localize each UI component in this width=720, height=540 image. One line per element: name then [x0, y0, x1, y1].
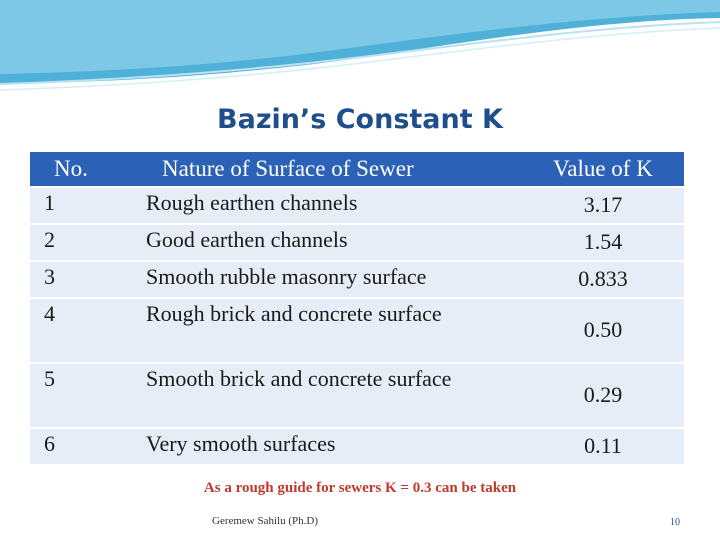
table-row	[30, 427, 684, 464]
table-header-row	[30, 152, 684, 186]
row-nature: Good earthen channels	[134, 223, 522, 260]
row-nature: Rough earthen channels	[134, 186, 522, 223]
table-row	[30, 362, 684, 427]
row-no: 5	[30, 362, 134, 427]
row-value: 1.54	[522, 223, 684, 260]
table-row	[30, 260, 684, 297]
header-no: No.	[30, 152, 134, 186]
header-value: Value of K	[522, 152, 684, 186]
page-number: 10	[670, 517, 680, 528]
row-value: 3.17	[522, 186, 684, 223]
row-nature: Rough brick and concrete surface	[134, 297, 522, 362]
row-nature: Smooth brick and concrete surface	[134, 362, 522, 427]
header-nature: Nature of Surface of Sewer	[134, 152, 522, 186]
row-nature: Very smooth surfaces	[134, 427, 522, 464]
row-no: 3	[30, 260, 134, 297]
row-no: 6	[30, 427, 134, 464]
row-value: 0.50	[522, 297, 684, 362]
row-no: 2	[30, 223, 134, 260]
table-row	[30, 186, 684, 223]
row-no: 1	[30, 186, 134, 223]
wave-decoration	[0, 0, 720, 110]
slide-title: Bazin’s Constant K	[217, 104, 503, 135]
table-row	[30, 297, 684, 362]
row-value: 0.833	[522, 260, 684, 297]
bazin-constant-table	[30, 152, 684, 464]
row-value: 0.29	[522, 362, 684, 427]
row-value: 0.11	[522, 427, 684, 464]
footer-author: Geremew Sahilu (Ph.D)	[212, 515, 319, 527]
rough-guide-note: As a rough guide for sewers K = 0.3 can be taken	[203, 480, 517, 496]
table-row	[30, 223, 684, 260]
row-nature: Smooth rubble masonry surface	[134, 260, 522, 297]
row-no: 4	[30, 297, 134, 362]
